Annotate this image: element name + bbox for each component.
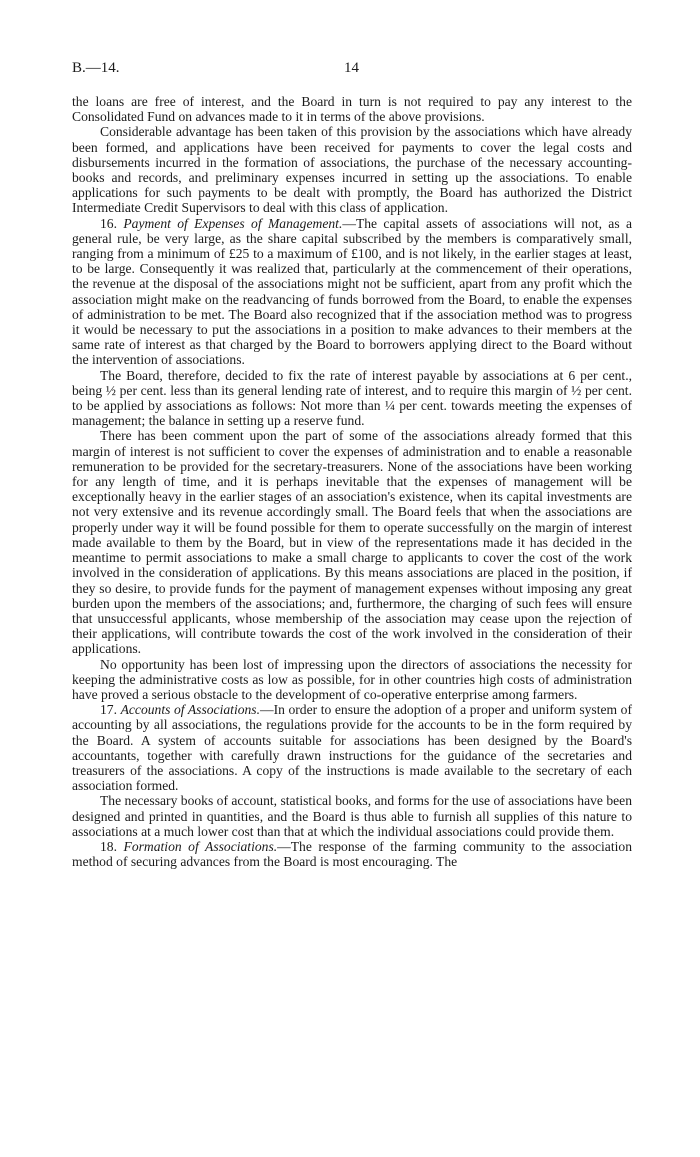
page-number: 14 — [344, 60, 359, 76]
paragraph — [72, 428, 632, 656]
paragraph-text: There has been comment upon the part of some of the associations already formed that this margin of interest is not sufficient to cover the expenses of administration and to enable a reasonable remuneration to be provided for the secretary-treasurers. None of the associations have been working for any length of time, and it is perhaps inevitable that the expenses of management will be exceptionally heavy in the earlier stages of an association's existence, when its capital investments are not very extensive and its revenue accordingly small. The Board feels that when the associations are properly under way it will be found possible for them to operate successfully on the margin of interest made available to them by the Board, but in view of the representations made it has decided in the meantime to permit associations to make a small charge to applicants to cover the cost of the work involved in the consideration of applications. By this means associations are placed in the position, if they so desire, to provide funds for the payment of management expenses without imposing any great burden upon the members of the associations; and, furthermore, the charging of such fees will ensure that unsuccessful applicants, whose membership of the association may cease upon the rejection of their applications, will contribute towards the cost of the work involved in the consideration of their applications. — [72, 428, 632, 657]
paragraph-text: The Board, therefore, decided to fix the rate of interest payable by associations at 6 per cent., being ½ per cent. less than its general lending rate of interest, and to require this margin of ½ per cent. to be applied by associations as follows: Not more than ¼ per cent. towards meeting the expenses of management; the balance in setting up a reserve fund. — [72, 367, 632, 429]
section-heading: Accounts of Associations. — [120, 702, 260, 718]
body-text — [72, 94, 632, 869]
paragraph-text: Considerable advantage has been taken of this provision by the associations which have already been formed, and applications have been received for payments to cover the legal costs and disbursements incurred in the formation of associations, the purchase of the necessary accounting-books and records, and preliminary expenses incurred in setting up the associations. To enable applications for such payments to be dealt with promptly, the Board has authorized the District Intermediate Credit Supervisors to deal with this class of application. — [72, 124, 632, 216]
paragraph — [72, 793, 632, 839]
paragraph — [72, 839, 632, 869]
document-reference: B.—14. — [72, 60, 120, 76]
paragraph — [72, 368, 632, 429]
section-heading: Formation of Associations. — [123, 838, 278, 854]
section-number: 17. — [100, 702, 117, 718]
paragraph-text: No opportunity has been lost of impressing upon the directors of associations the necessity for keeping the administrative costs as low as possible, for in other countries high costs of administration have proved a serious obstacle to the development of co-operative enterprise among farmers. — [72, 656, 632, 702]
paragraph — [72, 94, 632, 124]
paragraph-text: The necessary books of account, statistical books, and forms for the use of associations have been designed and printed in quantities, and the Board is thus able to furnish all supplies of this nature to associations at a much lower cost than that at which the individual associations could provide them. — [72, 793, 632, 839]
section-number: 16. — [100, 215, 117, 231]
section-number: 18. — [100, 838, 117, 854]
paragraph — [72, 124, 632, 215]
paragraph — [72, 216, 632, 368]
paragraph-text: —The response of the farming community to the association method of securing advances from the Board is most encouraging. The — [72, 838, 632, 870]
paragraph — [72, 657, 632, 703]
section-heading: Payment of Expenses of Management. — [123, 215, 343, 231]
paragraph-text: the loans are free of interest, and the Board in turn is not required to pay any interest to the Consolidated Fund on advances made to it in terms of the above provisions. — [72, 94, 632, 125]
document-page — [72, 60, 632, 869]
paragraph — [72, 702, 632, 793]
paragraph-text: —In order to ensure the adoption of a proper and uniform system of accounting by all associations, the regulations provide for the accounts to be in the form required by the Board. A system of accounts suitable for associations has been designed by the Board's accountants, together with carefully drawn instructions for the guidance of the secretaries and treasurers of the associations. A copy of the instructions is made available to the secretary of each association formed. — [72, 702, 633, 794]
paragraph-text: —The capital assets of associations will not, as a general rule, be very large, as the share capital subscribed by the members is comparatively small, ranging from a minimum of £25 to a maximum of £100, and is not likely, in the earlier stages at least, to be large. Consequently it was realized that, particularly at the commencement of their operations, the revenue at the disposal of the associations might not be sufficient, apart from any profit which the association might make on the readvancing of funds borrowed from the Board, to enable the expenses of administration to be met. The Board also recognized that if the association method was to progress it would be necessary to put the associations in a position to make advances to their members at the same rate of interest as that charged by the Board to borrowers applying direct to the Board without the intervention of associations. — [72, 215, 632, 368]
page-header — [72, 60, 632, 82]
